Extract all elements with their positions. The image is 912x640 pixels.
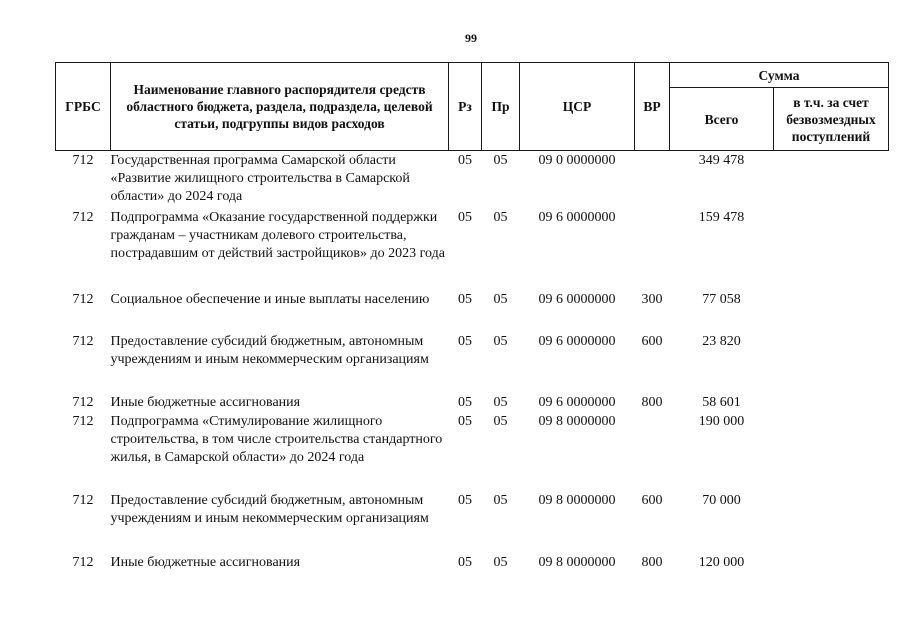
cell-csr: 09 6 0000000 [538, 209, 616, 225]
cell-rz: 05 [458, 394, 472, 410]
cell-grant [774, 491, 889, 553]
cell-pr: 05 [493, 333, 508, 349]
table-row [56, 151, 889, 208]
cell-grbs: 712 [72, 291, 94, 307]
cell-rz: 05 [458, 291, 472, 307]
cell-csr: 09 6 0000000 [538, 291, 616, 307]
table-body [56, 151, 889, 575]
table-row [56, 412, 889, 491]
cell-rz: 05 [458, 554, 472, 570]
cell-total: 58 601 [702, 394, 741, 410]
cell-vr: 300 [641, 291, 663, 307]
cell-total: 77 058 [702, 291, 741, 307]
cell-pr: 05 [493, 554, 508, 570]
table-header [56, 63, 889, 151]
table-row [56, 393, 889, 412]
cell-rz: 05 [458, 333, 472, 349]
cell-grant [774, 290, 889, 332]
cell-total: 70 000 [702, 492, 741, 508]
cell-grant [774, 393, 889, 412]
cell-rz: 05 [458, 413, 472, 429]
cell-csr: 09 0 0000000 [538, 153, 616, 168]
header-rz: Рз [449, 63, 482, 151]
cell-name: Государственная программа Самарской области «Развитие жилищного строительства в Самарской области» до 2024 года [110, 153, 410, 204]
cell-name: Подпрограмма «Стимулирование жилищного строительства, в том числе строительства стандартного жилья, в Самарской области» до 2024 года [110, 413, 443, 465]
cell-pr: 05 [493, 394, 508, 410]
cell-vr: 600 [641, 333, 663, 349]
cell-vr: 800 [641, 554, 663, 570]
cell-vr [635, 151, 670, 208]
table-row [56, 553, 889, 575]
cell-grant [774, 553, 889, 575]
cell-name: Предоставление субсидий бюджетным, автономным учреждениям и иным некоммерческим организациям [110, 333, 429, 367]
budget-table [55, 62, 889, 575]
cell-grant [774, 412, 889, 491]
cell-grant [774, 151, 889, 208]
cell-vr: 600 [641, 492, 663, 508]
cell-total: 23 820 [702, 333, 741, 349]
cell-name: Иные бюджетные ассигнования [110, 554, 301, 570]
cell-csr: 09 8 0000000 [538, 554, 616, 570]
page-number: 99 [465, 31, 477, 45]
cell-grbs: 712 [72, 413, 94, 429]
cell-total: 349 478 [698, 153, 745, 168]
cell-grant [774, 208, 889, 290]
cell-csr: 09 8 0000000 [538, 492, 616, 508]
cell-rz: 05 [458, 492, 472, 508]
cell-rz: 05 [458, 153, 472, 168]
header-name: Наименование главного распорядителя средств областного бюджета, раздела, подраздела, целевой статьи, подгруппы видов расходов [111, 63, 449, 151]
cell-name: Социальное обеспечение и иные выплаты населению [110, 291, 430, 307]
cell-total: 120 000 [698, 554, 745, 570]
header-sum: Сумма [670, 63, 889, 88]
header-pr: Пр [482, 63, 520, 151]
cell-grbs: 712 [72, 333, 94, 349]
cell-pr: 05 [493, 492, 508, 508]
cell-pr: 05 [493, 413, 508, 429]
cell-total: 159 478 [698, 209, 745, 225]
cell-total: 190 000 [698, 413, 745, 429]
table-row [56, 491, 889, 553]
cell-vr: 800 [641, 394, 663, 410]
table-row [56, 290, 889, 332]
cell-grbs: 712 [72, 394, 94, 410]
header-grant: в т.ч. за счет безвозмездных поступлений [774, 88, 889, 151]
table-row [56, 332, 889, 393]
cell-csr: 09 8 0000000 [538, 413, 616, 429]
cell-vr [635, 412, 670, 491]
header-csr: ЦСР [520, 63, 635, 151]
cell-name: Иные бюджетные ассигнования [110, 394, 301, 410]
cell-pr: 05 [493, 209, 508, 225]
cell-vr [635, 208, 670, 290]
cell-grbs: 712 [72, 209, 94, 225]
cell-pr: 05 [493, 291, 508, 307]
cell-grbs: 712 [72, 554, 94, 570]
cell-pr: 05 [493, 153, 508, 168]
cell-csr: 09 6 0000000 [538, 333, 616, 349]
header-vr: ВР [635, 63, 670, 151]
header-total: Всего [670, 88, 774, 151]
cell-csr: 09 6 0000000 [538, 394, 616, 410]
cell-name: Предоставление субсидий бюджетным, автономным учреждениям и иным некоммерческим организациям [110, 492, 429, 526]
cell-grant [774, 332, 889, 393]
cell-name: Подпрограмма «Оказание государственной поддержки гражданам – участникам долевого строительства, пострадавшим от действий застройщиков» до 2023 года [110, 209, 445, 261]
header-grbs: ГРБС [56, 63, 111, 151]
cell-grbs: 712 [72, 492, 94, 508]
table-row [56, 208, 889, 290]
cell-grbs: 712 [72, 153, 94, 168]
cell-rz: 05 [458, 209, 472, 225]
